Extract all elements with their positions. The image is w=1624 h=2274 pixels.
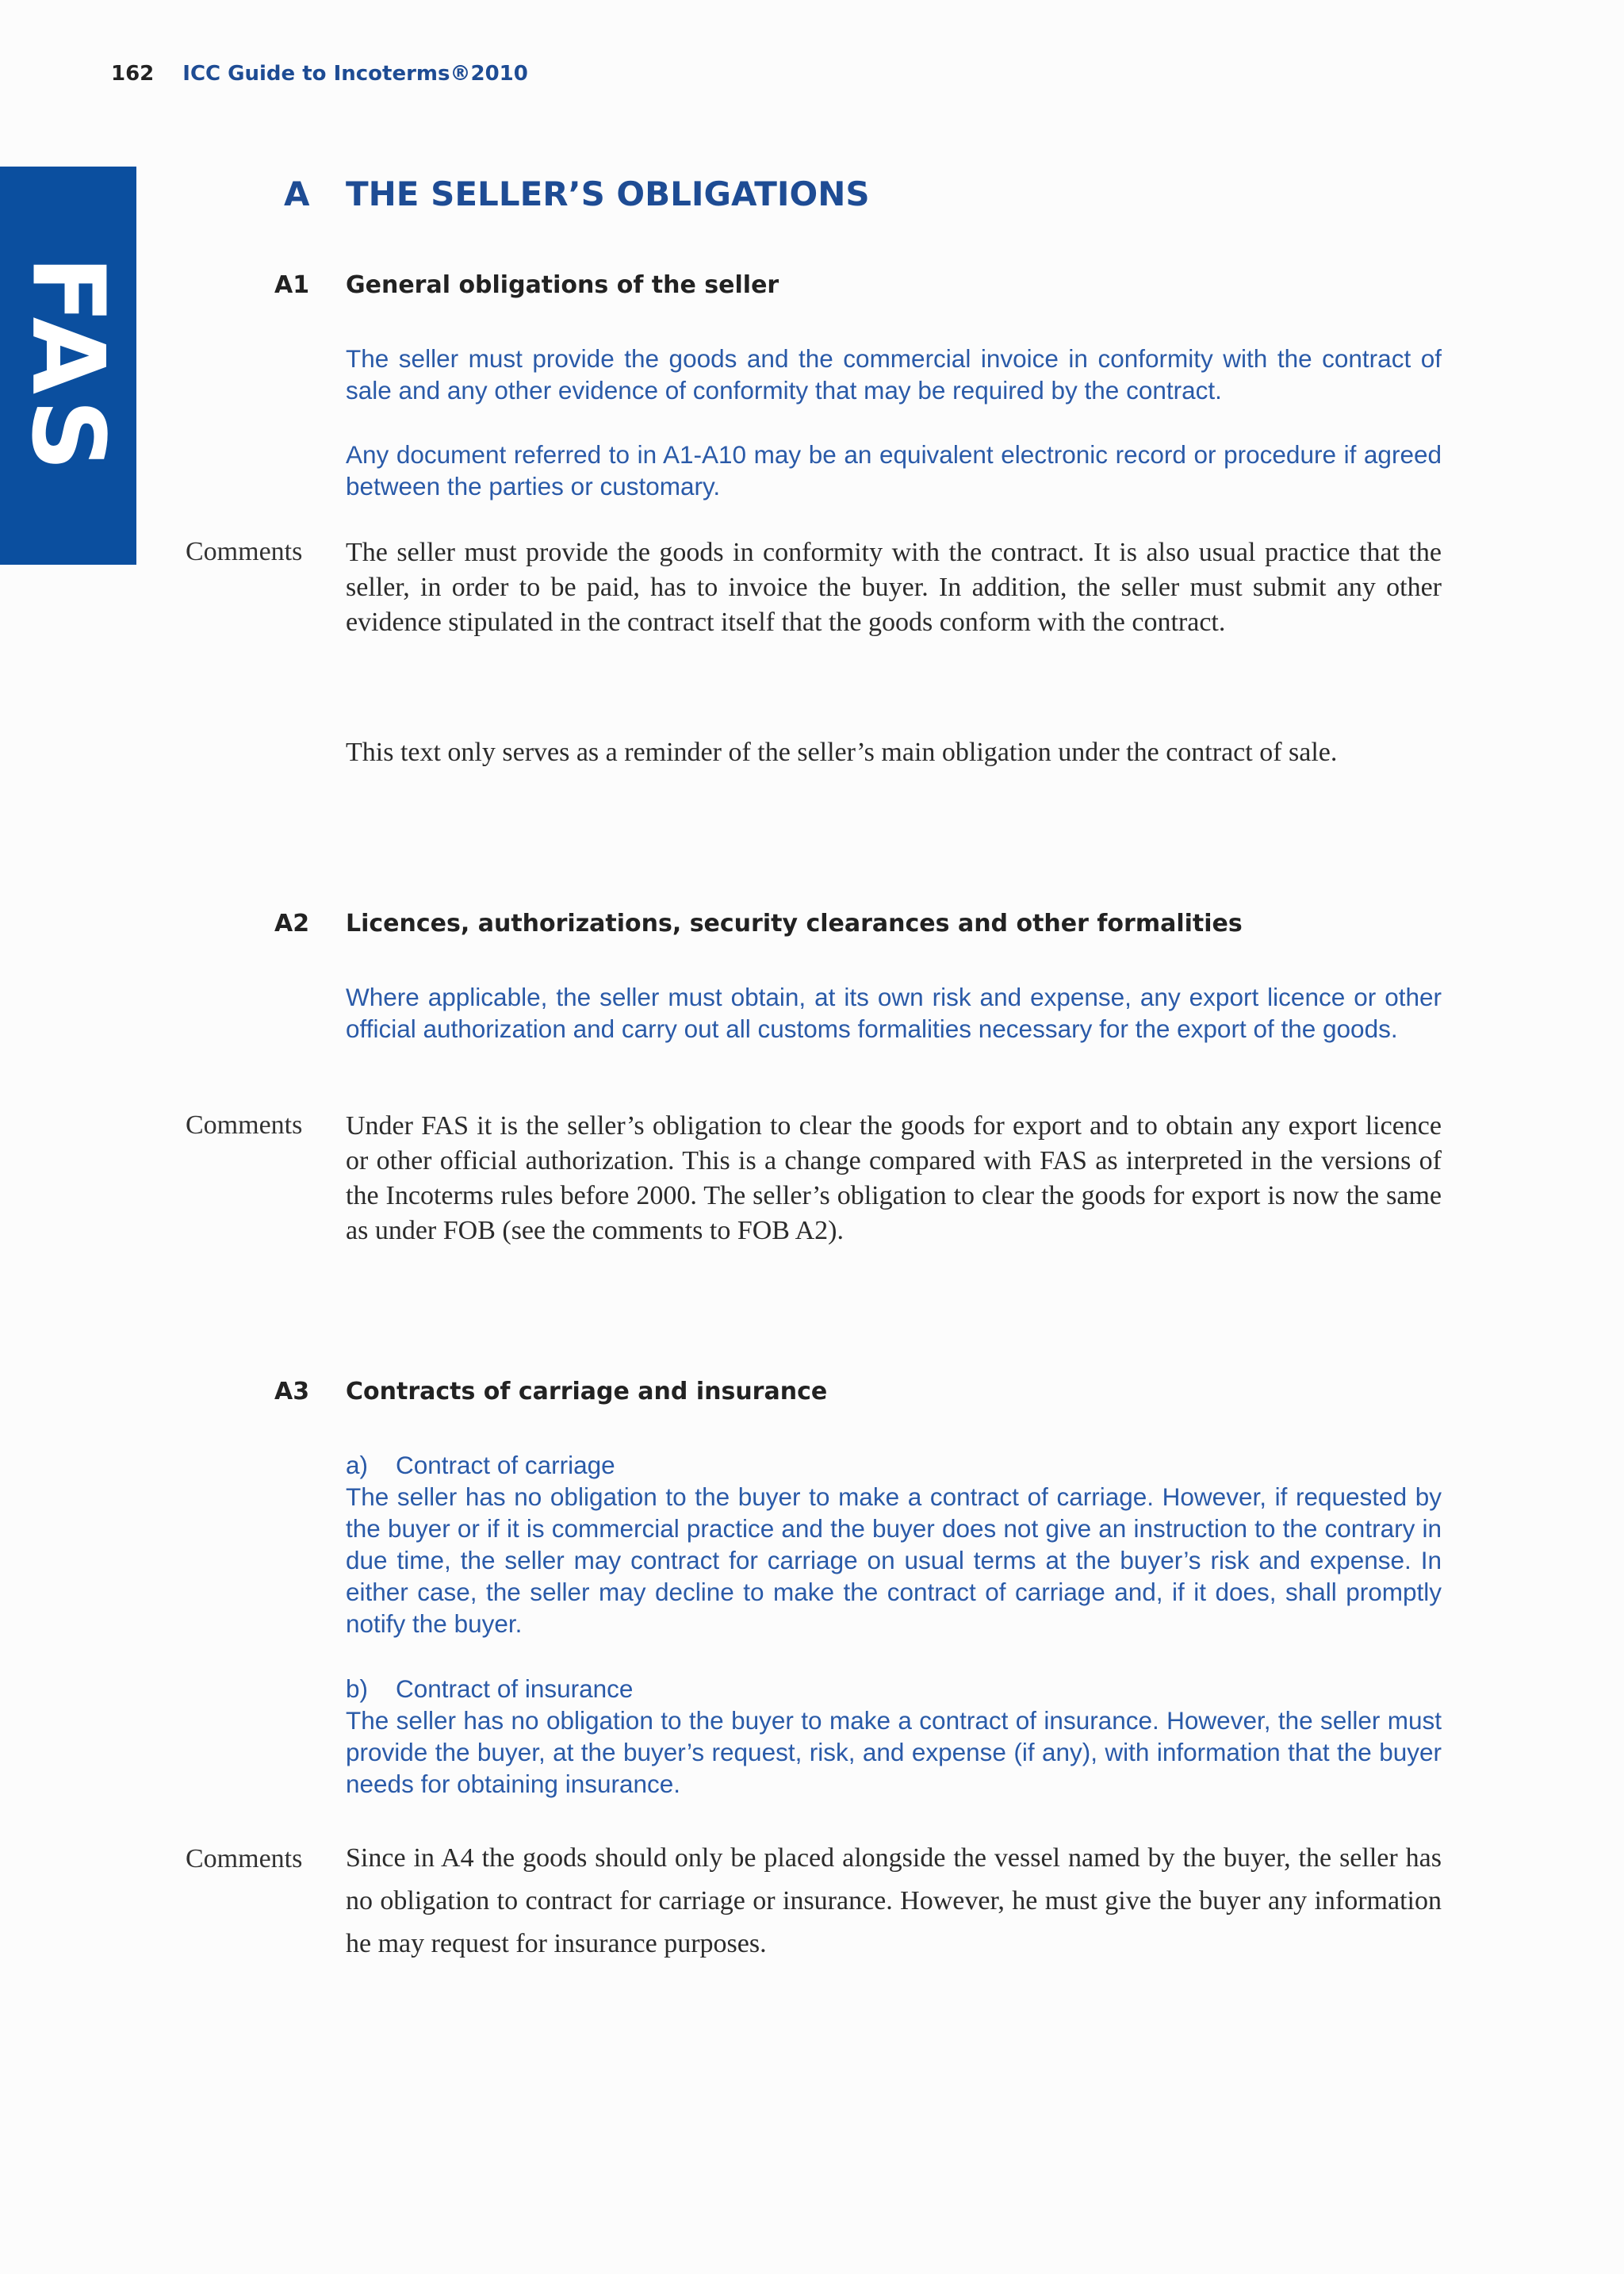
a3-comment-paragraph: Since in A4 the goods should only be placed alongside the vessel named by the buyer, the seller has no obligation to contract for carriage or insurance. However, he must give the buyer any information he may request for insurance purposes. — [346, 1843, 1442, 1958]
a3-subsection-b-title: b) Contract of insurance — [346, 1674, 634, 1703]
a2-rule-paragraph: Where applicable, the seller must obtain, at its own risk and expense, any export licence or other official authorization and carry out all customs formalities necessary for the export of the goods. — [346, 983, 1442, 1043]
a3-subsection-a-text: The seller has no obligation to the buyer to make a contract of carriage. However, if requested by the buyer or if it is commercial practice and the buyer does not give an instruction to the contrary in due time, the seller may contract for carriage on usual terms at the buyer’s risk and expense. In either case, the seller may decline to make the contract of carriage and, if it does, shall promptly notify the buyer. — [346, 1482, 1442, 1638]
side-tab — [0, 167, 136, 565]
section-title: THE SELLER’S OBLIGATIONS — [346, 174, 870, 213]
a3-comments-label: Comments — [186, 1844, 303, 1873]
a2-code: A2 — [274, 910, 310, 938]
a1-comment-paragraph-1: The seller must provide the goods in conformity with the contract. It is also usual practice that the seller, in order to be paid, has to invoice the buyer. In addition, the seller must submit any other evidence stipulated in the contract itself that the goods conform with the contract. — [346, 538, 1442, 637]
a2-heading: Licences, authorizations, security clearances and other formalities — [346, 910, 1243, 938]
a1-rule-paragraph-1: The seller must provide the goods and the commercial invoice in conformity with the contract of sale and any other evidence of conformity that may be required by the contract. — [346, 344, 1442, 405]
running-header — [111, 62, 528, 86]
a3-subsection-a-title: a) Contract of carriage — [346, 1451, 615, 1479]
a2-comment-paragraph: Under FAS it is the seller’s obligation to clear the goods for export and to obtain any export licence or other official authorization. This is a change compared with FAS as interpreted in the versions of the Incoterms rules before 2000. The seller’s obligation to clear the goods for export is now the same as under FOB (see the comments to FOB A2). — [346, 1111, 1442, 1245]
a2-comments-label: Comments — [186, 1110, 303, 1140]
section-letter: A — [284, 174, 310, 213]
a3-heading: Contracts of carriage and insurance — [346, 1378, 828, 1405]
a3-subsection-a — [346, 1449, 1442, 1639]
a3-subsection-b-text: The seller has no obligation to the buyer to make a contract of insurance. However, the seller must provide the buyer, at the buyer’s request, risk, and expense (if any), with information that the buyer needs for obtaining insurance. — [346, 1706, 1442, 1798]
page-number: 162 — [111, 62, 155, 86]
a3-code: A3 — [274, 1378, 310, 1405]
side-tab-label: FAS — [10, 255, 127, 476]
a1-code: A1 — [274, 271, 310, 299]
a1-comment-paragraph-2: This text only serves as a reminder of the seller’s main obligation under the contract of sale. — [346, 738, 1338, 767]
running-title: ICC Guide to Incoterms®2010 — [182, 62, 528, 86]
a1-heading: General obligations of the seller — [346, 271, 779, 299]
a1-rule-paragraph-2: Any document referred to in A1-A10 may be an equivalent electronic record or procedure if agreed between the parties or customary. — [346, 440, 1442, 500]
a3-subsection-b — [346, 1673, 1442, 1800]
a1-comments-label: Comments — [186, 537, 303, 566]
